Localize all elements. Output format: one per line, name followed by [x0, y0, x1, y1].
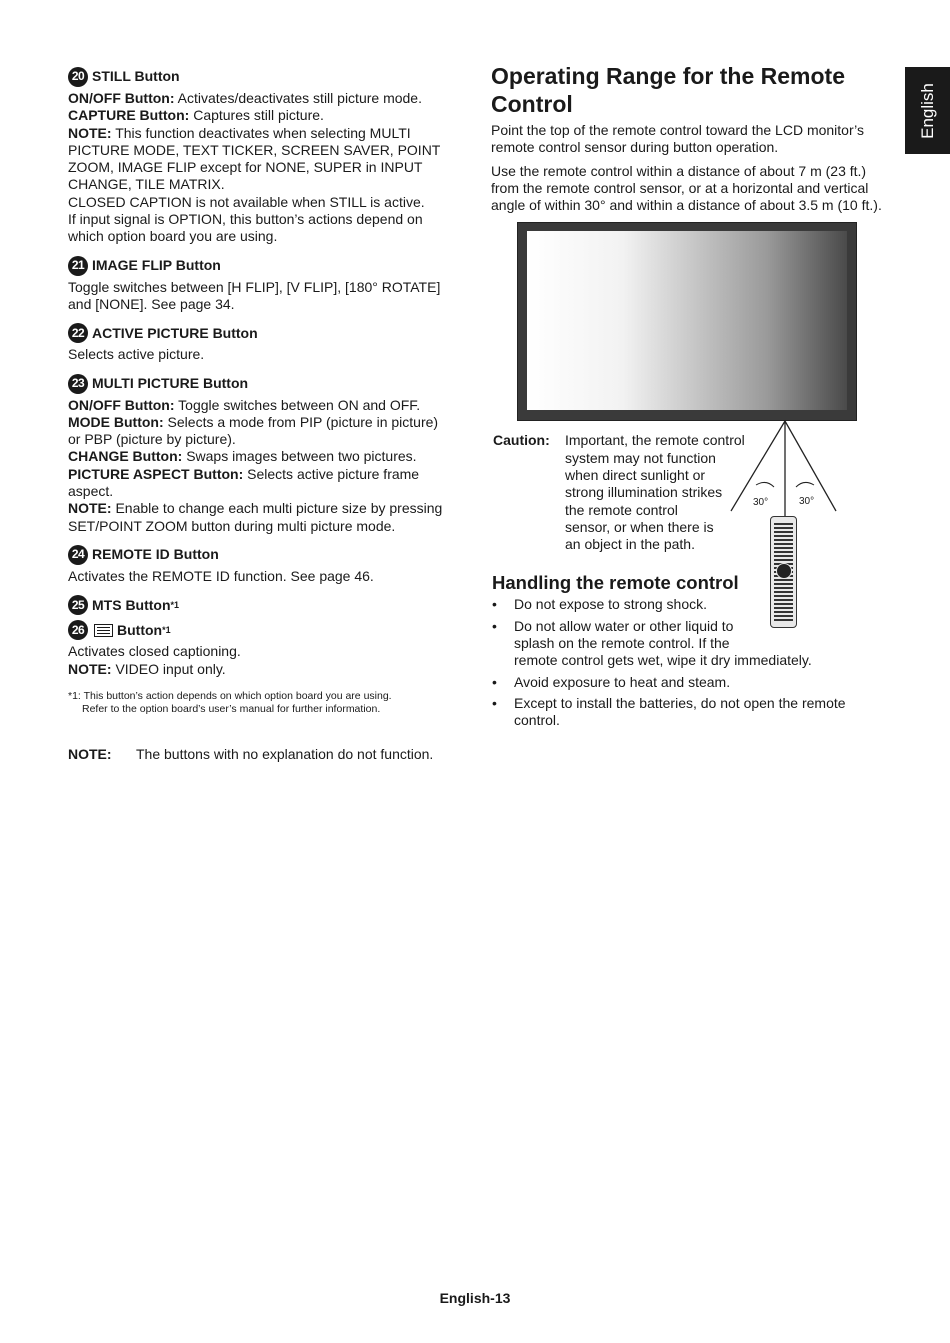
range-paragraph: Use the remote control within a distance of about 7 m (23 ft.) from the remote control sensor, or at a horizontal and vertical angle of within 30° and within a distance of about 3.5 m (10 ft.).	[491, 162, 882, 214]
text-line: Activates closed captioning.	[68, 643, 241, 660]
number-badge: 23	[68, 374, 88, 394]
number-badge: 26	[68, 620, 88, 640]
text-line: SET/POINT ZOOM button during multi picture mode.	[68, 517, 396, 534]
section-mts: 25 MTS Button *1	[68, 594, 460, 616]
text-line: Toggle switches between [H FLIP], [V FLIP], [180° ROTATE]	[68, 278, 441, 295]
handling-section	[492, 572, 892, 733]
final-note	[68, 746, 460, 763]
section-title: ACTIVE PICTURE Button	[92, 324, 258, 341]
number-badge: 21	[68, 256, 88, 276]
section-still	[68, 66, 460, 246]
text-line: NOTE: This function deactivates when selecting MULTI	[68, 124, 411, 141]
left-angle-label: 30°	[753, 497, 769, 509]
text-line: ON/OFF Button: Activates/deactivates still picture mode.	[68, 90, 422, 106]
page-number: English-13	[439, 1290, 511, 1306]
section-title: STILL Button	[92, 68, 180, 85]
section-title: REMOTE ID Button	[92, 546, 219, 563]
right-angle-label: 30°	[799, 496, 815, 508]
final-note-text: The buttons with no explanation do not function.	[136, 745, 434, 762]
text-line: or PBP (picture by picture).	[68, 431, 236, 448]
section-title: Button	[117, 621, 163, 638]
list-item: • Do not allow water or other liquid to splash on the remote control. If the remote control gets wet, wipe it dry immediately.	[492, 618, 892, 670]
caution-note: Caution: Important, the remote control system may not function when direct sunlight or strong illumination strikes the remote control sensor, or when there is an object in the path.	[493, 432, 745, 553]
text-line: PICTURE ASPECT Button: Selects active picture frame	[68, 465, 420, 482]
intro-paragraph: Point the top of the remote control toward the LCD monitor’s remote control sensor during button operation.	[491, 122, 865, 156]
footnote: *1: This button’s action depends on which option board you are using. Refer to the option board’s user’s manual for further information.	[68, 689, 392, 715]
handling-list	[492, 596, 892, 729]
list-item: • Do not expose to strong shock.	[492, 596, 892, 613]
page-title: Operating Range for the Remote Control	[491, 63, 845, 117]
text-line: MODE Button: Selects a mode from PIP (picture in picture)	[68, 413, 439, 430]
section-title: MTS Button	[92, 596, 171, 613]
text-line: ZOOM, IMAGE FLIP except for NONE, SUPER in INPUT	[68, 159, 423, 176]
number-badge: 22	[68, 323, 88, 343]
list-item: • Except to install the batteries, do not open the remote control.	[492, 695, 892, 730]
text-line: PICTURE MODE, TEXT TICKER, SCREEN SAVER, POINT	[68, 141, 441, 158]
language-tab-label: English	[917, 82, 937, 139]
text-line: Selects active picture.	[68, 346, 205, 363]
text-line: If input signal is OPTION, this button’s actions depend on	[68, 211, 423, 228]
caution-label: Caution:	[493, 432, 550, 449]
section-remote-id	[68, 544, 460, 585]
closed-caption-icon	[94, 624, 113, 637]
text-line: CHANGE Button: Swaps images between two pictures.	[68, 448, 417, 465]
handling-title: Handling the remote control	[492, 572, 739, 594]
monitor-screen	[527, 231, 847, 410]
final-note-label: NOTE:	[68, 745, 112, 762]
text-line: which option board you are using.	[68, 228, 278, 245]
section-image-flip	[68, 255, 460, 314]
text-line: NOTE: VIDEO input only.	[68, 660, 226, 677]
text-line: NOTE: Enable to change each multi picture size by pressing	[68, 500, 443, 517]
list-item: • Avoid exposure to heat and steam.	[492, 674, 892, 691]
language-tab	[905, 67, 950, 154]
number-badge: 25	[68, 595, 88, 615]
text-line: and [NONE]. See page 34.	[68, 295, 235, 312]
operating-range-figure	[491, 222, 891, 729]
number-badge: 24	[68, 545, 88, 565]
text-line: CLOSED CAPTION is not available when STILL is active.	[68, 193, 425, 210]
lcd-monitor-illustration	[517, 222, 857, 421]
text-line: CHANGE, TILE MATRIX.	[68, 176, 225, 193]
text-line: CAPTURE Button: Captures still picture.	[68, 107, 324, 124]
section-title: IMAGE FLIP Button	[92, 257, 221, 274]
text-line: ON/OFF Button: Toggle switches between ON and OFF.	[68, 396, 421, 413]
left-column	[68, 66, 460, 763]
right-angle-arc	[796, 483, 814, 488]
section-closed-caption: 26 Button *1 Activates closed captioning. NOTE: VIDEO input only.	[68, 619, 460, 678]
section-active-picture	[68, 322, 460, 363]
number-badge: 20	[68, 67, 88, 87]
right-column	[491, 62, 891, 729]
text-line: aspect.	[68, 483, 114, 500]
text-line: Activates the REMOTE ID function. See page 46.	[68, 567, 374, 584]
section-title: MULTI PICTURE Button	[92, 374, 249, 391]
section-multi-picture	[68, 373, 460, 535]
